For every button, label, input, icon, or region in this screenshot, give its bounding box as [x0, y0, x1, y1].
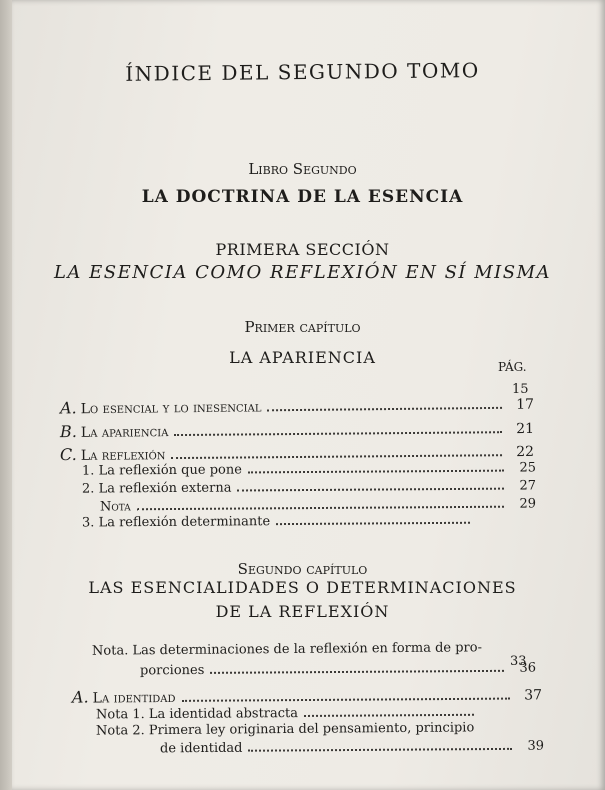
entry-page: 36: [519, 660, 537, 676]
entry-text: Nota 1. La identidad abstracta: [95, 706, 299, 723]
chapter1-label: Primer capítulo: [244, 318, 361, 336]
chapter1-start-page: 15: [512, 382, 529, 397]
chapter2-note-line1: Nota. Las determinaciones de la reflexión en forma de pro-: [91, 640, 483, 659]
entry-text: La apariencia: [80, 424, 169, 441]
chapter2-label: Segundo capítulo: [237, 560, 368, 578]
dot-leader: [237, 488, 504, 492]
dot-leader: [304, 714, 474, 717]
dot-leader: [182, 698, 510, 702]
dot-leader: [267, 407, 502, 411]
chapter1-title: LA APARIENCIA: [229, 348, 376, 367]
entry-page: 27: [519, 478, 537, 494]
entry-text: 2. La reflexión externa: [81, 480, 232, 497]
toc-entry-identidad[interactable]: [72, 684, 542, 706]
toc-entry-nota2-line2[interactable]: [160, 739, 544, 757]
entry-page: 39: [527, 738, 545, 754]
section-label: PRIMERA SECCIÓN: [215, 240, 390, 259]
chapter2-title-line2: DE LA REFLEXIÓN: [215, 602, 390, 621]
book-label: Libro Segundo: [248, 160, 357, 178]
section-title: LA ESENCIA COMO REFLEXIÓN EN SÍ MISMA: [53, 262, 552, 283]
entry-text: de identidad: [159, 740, 243, 757]
entry-letter: C.: [59, 444, 77, 465]
entry-page: 37: [524, 687, 543, 704]
book-title: LA DOCTRINA DE LA ESENCIA: [141, 187, 464, 207]
toc-entry-c1[interactable]: [82, 460, 536, 478]
dot-leader: [210, 670, 504, 674]
entry-text: 3. La reflexión determinante: [81, 514, 271, 531]
dot-leader: [248, 748, 512, 752]
entry-text: La reflexión: [80, 447, 166, 464]
entry-letter: A.: [59, 398, 77, 418]
chapter2-note-page: 33: [510, 654, 527, 669]
entry-page: 21: [516, 420, 535, 438]
dot-leader: [248, 470, 504, 474]
dot-leader: [137, 506, 504, 511]
entry-letter: A.: [71, 687, 89, 707]
dot-leader: [276, 522, 470, 525]
chapter2-title-line1: LAS ESENCIALIDADES O DETERMINACIONES: [88, 578, 517, 597]
entry-page: 29: [519, 496, 537, 512]
entry-page: 25: [519, 460, 537, 476]
entry-letter: B.: [59, 421, 77, 442]
toc-entry-c3[interactable]: [82, 513, 502, 531]
entry-text: Lo esencial y lo inesencial: [80, 399, 262, 418]
toc-entry-c2[interactable]: [82, 478, 536, 496]
chapter2-note-line2[interactable]: [140, 661, 536, 679]
dot-leader: [174, 431, 502, 436]
toc-entry-nota2-line1: Nota 2. Primera ley originaria del pensamiento, principio: [95, 720, 475, 739]
entry-text: 1. La reflexión que pone: [81, 462, 242, 479]
entry-text: La identidad: [92, 689, 176, 707]
entry-text: Nota: [99, 499, 131, 515]
dot-leader: [172, 454, 503, 459]
entry-text: porciones: [139, 662, 205, 679]
page-column-header: PÁG.: [498, 360, 527, 374]
index-title: ÍNDICE DEL SEGUNDO TOMO: [125, 58, 480, 86]
entry-page: 22: [516, 443, 535, 461]
entry-page: 17: [516, 396, 535, 413]
